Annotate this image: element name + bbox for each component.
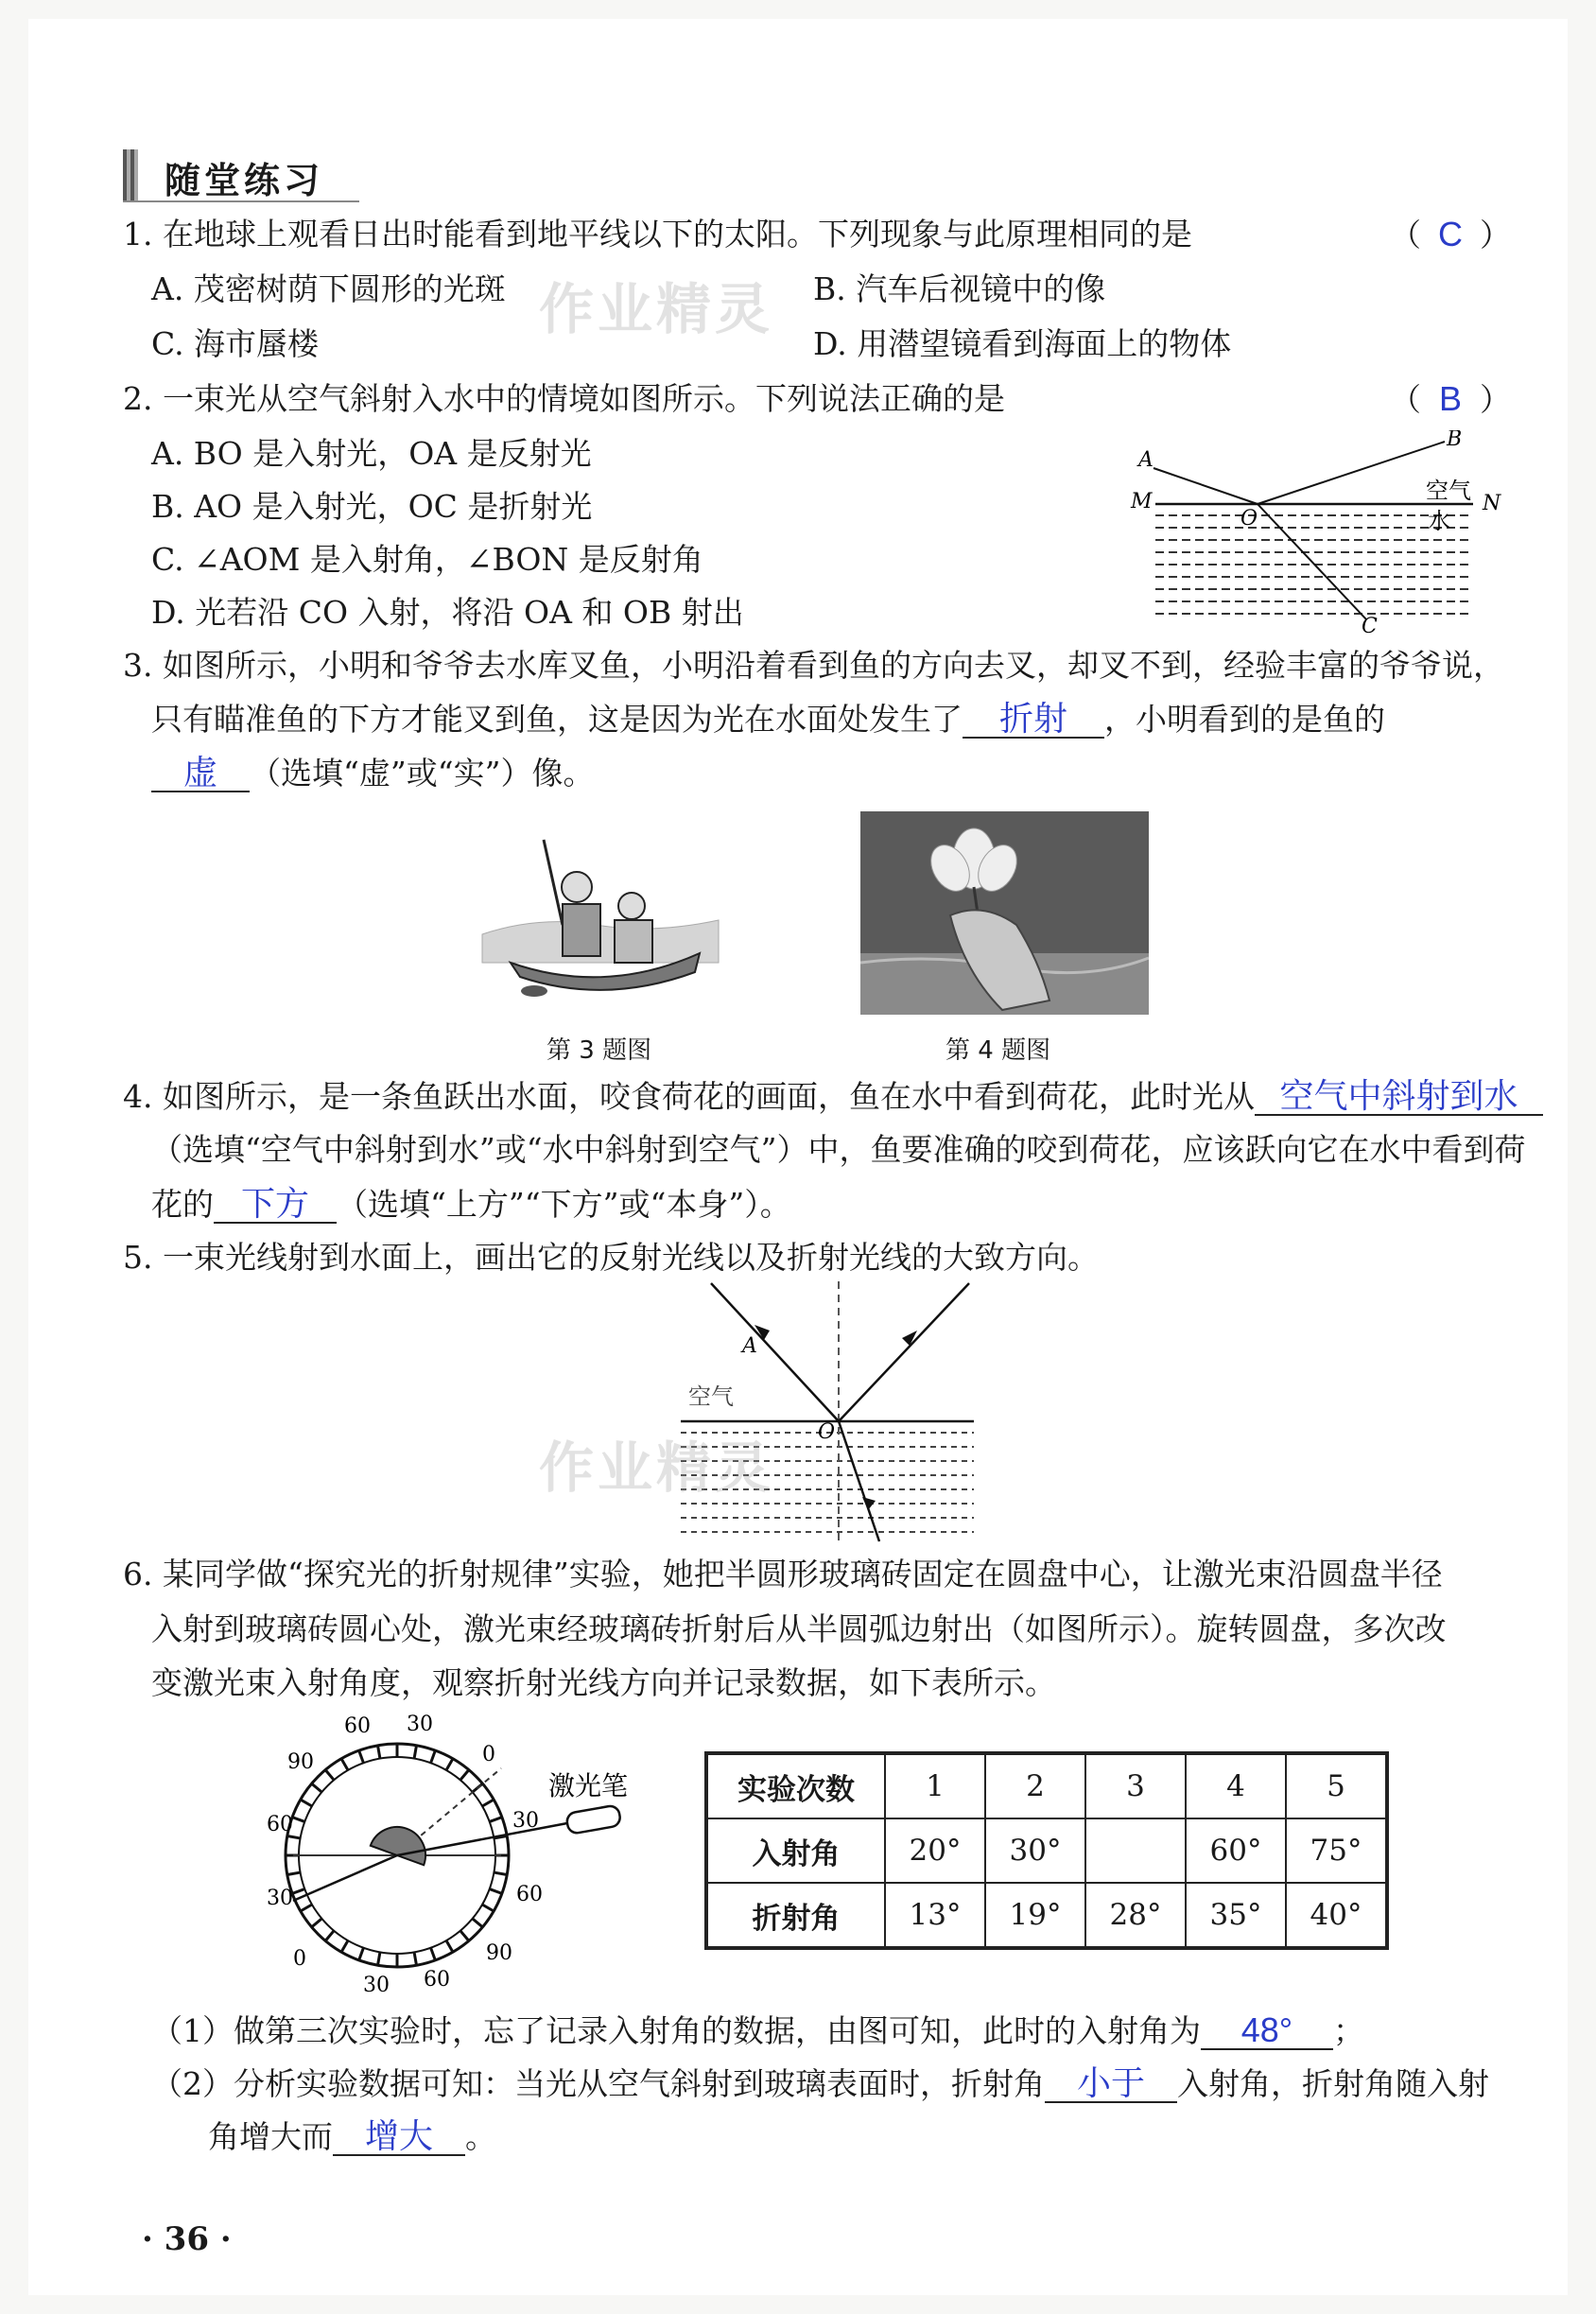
dial-tick	[312, 1783, 322, 1792]
label-c: C	[1362, 615, 1378, 634]
ray-oc	[1258, 504, 1366, 619]
q3-line2-post: ，小明看到的是鱼的	[1104, 701, 1385, 738]
section-title: 随堂练习	[165, 160, 324, 201]
table-cell: 19°	[985, 1883, 1085, 1948]
dial-tick	[341, 1940, 348, 1952]
table-cell: 28°	[1085, 1883, 1186, 1948]
dial-tick	[431, 1750, 436, 1763]
q6-blank-3	[333, 2116, 465, 2156]
q3-line2	[151, 701, 1385, 739]
reflected-arrow	[902, 1331, 917, 1346]
watermark-2: 作业精灵	[539, 1435, 774, 1500]
dial-label-7: 60	[424, 1968, 450, 1992]
q6-sub2	[151, 2065, 1489, 2103]
fish	[521, 985, 547, 997]
q6-answer-1: 48°	[1240, 2010, 1293, 2049]
dial-tick	[378, 1746, 380, 1759]
table-row	[706, 1753, 1387, 1818]
header-bar	[123, 149, 138, 200]
q2-answer-box: （ B ）	[1390, 379, 1511, 418]
q6-sub1-post: ；	[1333, 2012, 1364, 2049]
grandpa-head	[618, 893, 645, 919]
grandpa-body	[615, 920, 652, 963]
table-cell: 入射角	[706, 1818, 885, 1883]
q3-blank-2	[151, 753, 250, 792]
label-o: O	[1240, 507, 1258, 531]
laser-pen	[565, 1804, 621, 1834]
q5-stem: 5. 一束光线射到水面上，画出它的反射光线以及折射光线的大致方向。	[123, 1239, 1099, 1276]
q4-answer-1: 空气中斜射到水	[1279, 1076, 1518, 1115]
q2-option-c: C. ∠AOM 是入射角，∠BON 是反射角	[151, 541, 703, 578]
label-n: N	[1483, 492, 1501, 515]
table-cell: 30°	[985, 1818, 1085, 1883]
q3-fishing-figure	[473, 830, 728, 1000]
label-a: A	[742, 1334, 757, 1358]
dial-label-3: 0	[482, 1743, 495, 1766]
q6-sub2-line2-pre: 角增大而	[208, 2118, 333, 2155]
laser-label: 激光笔	[548, 1770, 629, 1801]
q3-line3	[151, 755, 594, 792]
q2-answer: B	[1438, 379, 1462, 418]
label-m: M	[1131, 490, 1153, 513]
section-header	[123, 149, 359, 202]
q1-stem: 1. 在地球上观看日出时能看到地平线以下的太阳。下列现象与此原理相同的是	[123, 216, 1192, 252]
q3-answer-2: 虚	[182, 753, 217, 792]
q1-answer: C	[1438, 215, 1463, 253]
dial-tick	[490, 1818, 502, 1822]
q6-sub2-line2-post: 。	[465, 2118, 496, 2155]
q6-sub2-mid: 入射角，折射角随入射	[1177, 2065, 1489, 2102]
refracted-ray	[839, 1421, 879, 1541]
dial-label-11: 60	[267, 1813, 293, 1836]
label-water: 水	[1428, 508, 1450, 534]
label-b: B	[1447, 430, 1463, 451]
dial-label-1: 60	[344, 1714, 371, 1738]
dial-tick	[292, 1889, 304, 1894]
dial-label-12: 90	[287, 1750, 314, 1774]
q3-line1: 3. 如图所示，小明和爷爷去水库叉鱼，小明沿着看到鱼的方向去叉，却叉不到，经验丰富的爷爷说，	[123, 647, 1504, 684]
dial-tick	[287, 1872, 301, 1874]
table-cell: 75°	[1286, 1818, 1387, 1883]
dial-tick	[482, 1905, 494, 1911]
dial-tick	[446, 1940, 453, 1952]
q4-fish-lotus-photo	[860, 811, 1149, 1015]
q2-option-a: A. BO 是入射光，OA 是反射光	[151, 435, 592, 472]
label-air: 空气	[1426, 478, 1471, 504]
q3-line3-post: （选填“虚”或“实”）像。	[250, 755, 595, 792]
q2-refraction-figure	[1125, 430, 1503, 634]
q3-answer-1: 折射	[998, 699, 1067, 738]
dial-tick	[446, 1759, 453, 1770]
q4-line3	[151, 1186, 791, 1224]
dial-label-9: 0	[293, 1947, 306, 1971]
table-cell: 折射角	[706, 1883, 885, 1948]
dial-tick	[312, 1919, 322, 1927]
table-header-cell: 5	[1286, 1753, 1387, 1818]
dial-tick	[490, 1889, 502, 1894]
dial-tick	[301, 1800, 312, 1806]
dial-tick	[359, 1750, 364, 1763]
q6-line3: 变激光束入射角度，观察折射光线方向并记录数据，如下表所示。	[151, 1664, 1056, 1701]
table-cell: 40°	[1286, 1883, 1387, 1948]
boy-body	[563, 904, 600, 956]
dial-label-2: 30	[407, 1713, 433, 1736]
q4-line1	[123, 1078, 1543, 1116]
dial-label-4: 30	[512, 1809, 539, 1833]
dial-label-6: 90	[486, 1941, 512, 1965]
dial-tick	[460, 1931, 469, 1941]
table-cell: 60°	[1186, 1818, 1286, 1883]
q1-option-a: A. 茂密树荫下圆形的光斑	[151, 270, 506, 307]
reflected-ray	[839, 1283, 969, 1421]
boy-head	[562, 872, 592, 902]
q4-answer-2: 下方	[240, 1184, 309, 1223]
q2-option-d: D. 光若沿 CO 入射，将沿 OA 和 OB 射出	[151, 594, 744, 631]
label-air: 空气	[688, 1383, 734, 1410]
table-cell: 13°	[885, 1883, 985, 1948]
q4-line3-post: （选填“上方”“下方”或“本身”）。	[337, 1186, 791, 1223]
table-cell	[1085, 1818, 1186, 1883]
page-number: · 36 ·	[142, 2220, 232, 2258]
table-header-cell: 4	[1186, 1753, 1286, 1818]
refracted-beam	[293, 1855, 397, 1901]
q4-line1-pre: 4. 如图所示，是一条鱼跃出水面，咬食荷花的画面，鱼在水中看到荷花，此时光从	[123, 1078, 1255, 1115]
table-row	[706, 1883, 1387, 1948]
table-header-cell: 1	[885, 1753, 985, 1818]
q6-sub2-line2	[208, 2118, 496, 2156]
dial-tick	[414, 1952, 416, 1965]
q2-stem: 2. 一束光从空气斜射入水中的情境如图所示。下列说法正确的是	[123, 380, 1005, 417]
q3-line2-pre: 只有瞄准鱼的下方才能叉到鱼，这是因为光在水面处发生了	[151, 701, 963, 738]
q6-data-table	[704, 1751, 1389, 1950]
dial-tick	[494, 1872, 507, 1874]
q6-blank-1	[1201, 2010, 1333, 2050]
q4-line3-pre: 花的	[151, 1186, 214, 1223]
dial-tick	[378, 1952, 380, 1965]
dial-tick	[359, 1948, 364, 1960]
label-o: O	[818, 1420, 836, 1444]
dial-label-8: 30	[363, 1974, 390, 1995]
dial-tick	[325, 1770, 334, 1781]
q6-sub1-pre: （1）做第三次实验时，忘了记录入射角的数据，由图可知，此时的入射角为	[151, 2012, 1201, 2049]
dial-tick	[431, 1948, 436, 1960]
dial-tick	[482, 1800, 494, 1806]
q1-option-c: C. 海市蜃楼	[151, 325, 320, 362]
q6-sub1	[151, 2012, 1364, 2050]
q6-answer-2: 小于	[1076, 2063, 1145, 2102]
table-header-cell: 实验次数	[706, 1753, 885, 1818]
dial-tick	[325, 1931, 334, 1941]
q1-option-b: B. 汽车后视镜中的像	[813, 270, 1106, 307]
table-cell: 35°	[1186, 1883, 1286, 1948]
q6-dial-figure	[265, 1712, 662, 1995]
q3-blank-1	[963, 699, 1104, 739]
q1-answer-box: （ C ）	[1390, 215, 1511, 253]
q6-line1: 6. 某同学做“探究光的折射规律”实验，她把半圆形玻璃砖固定在圆盘中心，让激光束沿圆盘半径	[123, 1556, 1443, 1592]
ray-ao	[1154, 468, 1258, 504]
q6-line2: 入射到玻璃砖圆心处，激光束经玻璃砖折射后从半圆弧边射出（如图所示）。旋转圆盘，多次改	[151, 1610, 1447, 1647]
q6-blank-2	[1045, 2063, 1177, 2103]
dial-label-5: 60	[516, 1883, 543, 1906]
laser-beam	[397, 1823, 567, 1855]
dial-tick	[414, 1746, 416, 1759]
q1-option-d: D. 用潜望镜看到海面上的物体	[813, 325, 1232, 362]
table-header-cell: 2	[985, 1753, 1085, 1818]
q4-blank-2	[214, 1184, 337, 1224]
dial-tick	[460, 1770, 469, 1781]
dial-tick	[292, 1818, 304, 1822]
q5-reflection-figure	[662, 1281, 1012, 1544]
q3-caption: 第 3 题图	[546, 1036, 652, 1065]
q6-sub2-pre: （2）分析实验数据可知：当光从空气斜射到玻璃表面时，折射角	[151, 2065, 1045, 2102]
dial-tick	[473, 1919, 483, 1927]
q4-caption: 第 4 题图	[945, 1036, 1051, 1065]
q6-answer-3: 增大	[364, 2116, 433, 2155]
q2-option-b: B. AO 是入射光，OC 是折射光	[151, 488, 593, 525]
table-cell: 20°	[885, 1818, 985, 1883]
dial-label-10: 30	[267, 1887, 293, 1910]
table-header-cell: 3	[1085, 1753, 1186, 1818]
ray-ob	[1258, 442, 1445, 504]
q4-blank-1	[1255, 1076, 1543, 1116]
label-a: A	[1138, 448, 1154, 472]
dial-tick	[301, 1905, 312, 1911]
dial-tick	[341, 1759, 348, 1770]
glass-half-disc	[371, 1819, 434, 1866]
table-row	[706, 1818, 1387, 1883]
watermark: 作业精灵	[539, 277, 774, 341]
q4-line2: （选填“空气中斜射到水”或“水中斜射到空气”）中，鱼要准确的咬到荷花，应该跃向它在水中看到荷	[151, 1131, 1526, 1168]
